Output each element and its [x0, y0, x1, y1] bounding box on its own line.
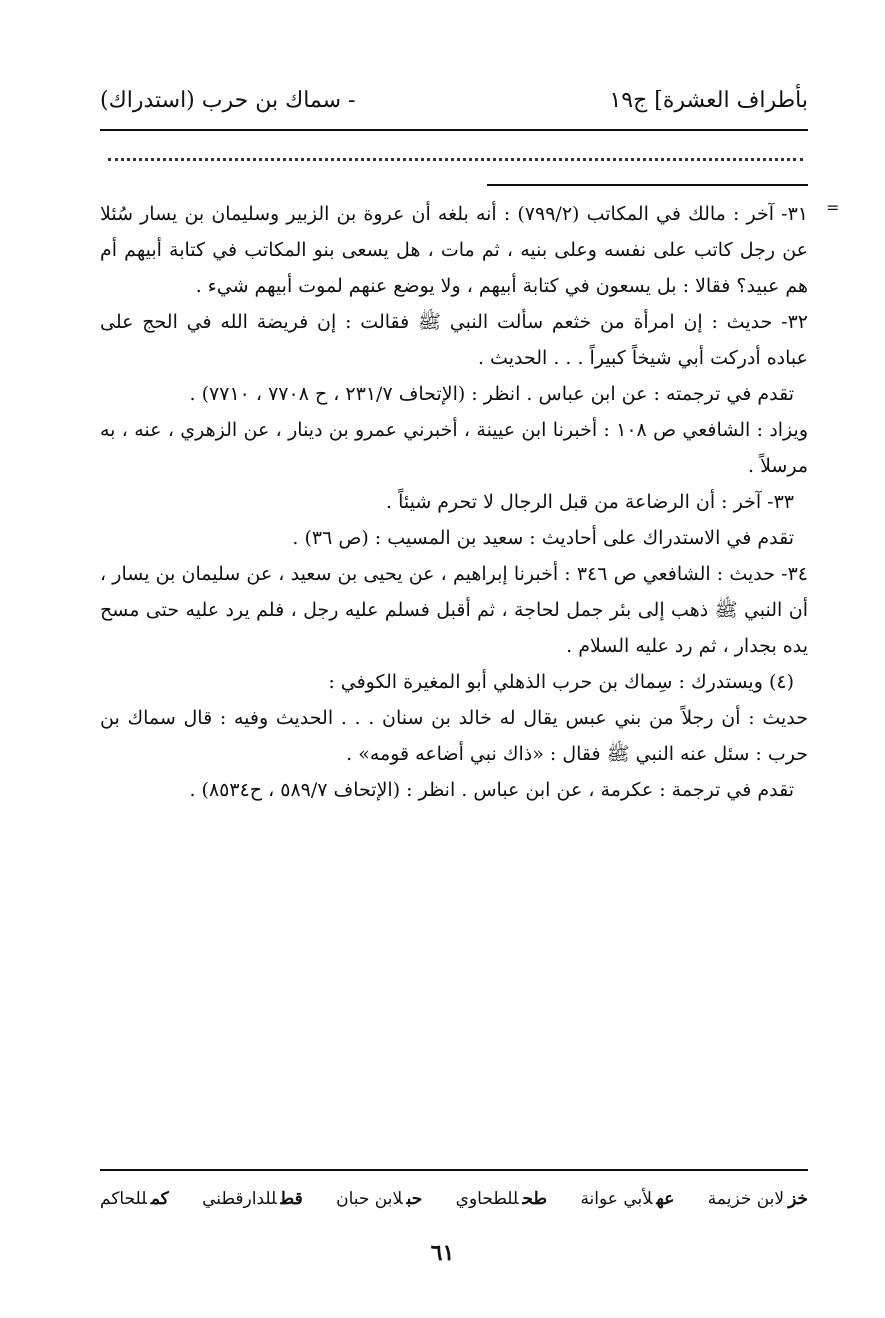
legend-label: لابن خزيمة — [707, 1189, 785, 1209]
legend-item — [456, 1189, 547, 1209]
legend-item — [336, 1189, 422, 1209]
addendum-heading: (٤) ويستدرك : سِماك بن حرب الذهلي أبو المغيرة الكوفي : — [328, 671, 794, 693]
legend-label: للحاكم — [100, 1189, 147, 1209]
footer-rule — [100, 1169, 808, 1171]
entry-32: ٣٢- حديث : إن امرأة من خثعم سألت النبي ﷺ فقالت : إن فريضة الله في الحج على عباده أدركت أبي شيخاً كبيراً . . . الحديث . — [100, 311, 808, 369]
legend-label: لابن حبان — [336, 1189, 403, 1209]
legend-abbr: قط — [280, 1189, 303, 1209]
entry-33-reference: تقدم في الاستدراك على أحاديث : سعيد بن المسيب : (ص ٣٦) . — [292, 527, 794, 549]
entry-33: ٣٣- آخر : أن الرضاعة من قبل الرجال لا تحرم شيئاً . — [385, 491, 794, 513]
abbreviation-legend — [100, 1184, 808, 1214]
legend-abbr: خز — [788, 1189, 808, 1209]
entry-31: ٣١- آخر : مالك في المكاتب (٧٩٩/٢) : أنه بلغه أن عروة بن الزبير وسليمان بن يسار سُئلا عن رجل كاتب على نفسه وعلى بنيه ، ثم مات ، هل يسعى بنو المكاتب في كتابة أبيهم أم هم عبيد؟ فقالا : بل يسعون في كتابة أبيهم ، ولا يوضع عنهم لموت أبيهم شيء . — [100, 203, 808, 297]
legend-item — [708, 1189, 808, 1209]
header-section-title: - سماك بن حرب (استدراك) — [100, 87, 356, 113]
addendum-hadith: حديث : أن رجلاً من بني عبس يقال له خالد بن سنان . . . الحديث وفيه : قال سماك بن حرب : سئل عنه النبي ﷺ فقال : «ذاك نبي أضاعه قومه» . — [100, 707, 808, 765]
dotted-separator — [108, 158, 803, 161]
legend-abbr: كم — [150, 1189, 169, 1209]
legend-abbr: حب — [406, 1189, 423, 1209]
addendum-reference: تقدم في ترجمة : عكرمة ، عن ابن عباس . انظر : (الإتحاف ٥٨٩/٧ ، ح٨٥٣٤) . — [189, 779, 794, 801]
page-number: ٦١ — [430, 1240, 455, 1266]
legend-item — [580, 1189, 674, 1209]
legend-label: لأبي عوانة — [580, 1189, 653, 1209]
continuation-mark: = — [826, 198, 839, 217]
entry-34: ٣٤- حديث : الشافعي ص ٣٤٦ : أخبرنا إبراهيم ، عن يحيى بن سعيد ، عن سليمان بن يسار ، أن النبي ﷺ ذهب إلى بئر جمل لحاجة ، ثم أقبل فسلم عليه رجل ، فلم يرد عليه حتى مسح يده بجدار ، ثم رد عليه السلام . — [100, 563, 808, 657]
header-rule — [100, 129, 808, 131]
legend-item — [100, 1189, 169, 1209]
legend-abbr: عه — [656, 1189, 675, 1209]
entry-32-addition: ويزاد : الشافعي ص ١٠٨ : أخبرنا ابن عيينة ، أخبرني عمرو بن دينار ، عن الزهري ، عنه ، به مرسلاً . — [100, 419, 808, 477]
running-header — [100, 78, 808, 122]
legend-abbr: طح — [522, 1189, 548, 1209]
main-text — [100, 196, 808, 808]
legend-label: للدارقطني — [202, 1189, 277, 1209]
legend-item — [202, 1189, 303, 1209]
header-book-title: بأطراف العشرة] ج١٩ — [609, 87, 808, 113]
legend-label: للطحاوي — [455, 1189, 519, 1209]
section-rule — [487, 184, 808, 186]
entry-32-reference: تقدم في ترجمته : عن ابن عباس . انظر : (الإتحاف ٢٣١/٧ ، ح ٧٧٠٨ ، ٧٧١٠) . — [189, 383, 794, 405]
